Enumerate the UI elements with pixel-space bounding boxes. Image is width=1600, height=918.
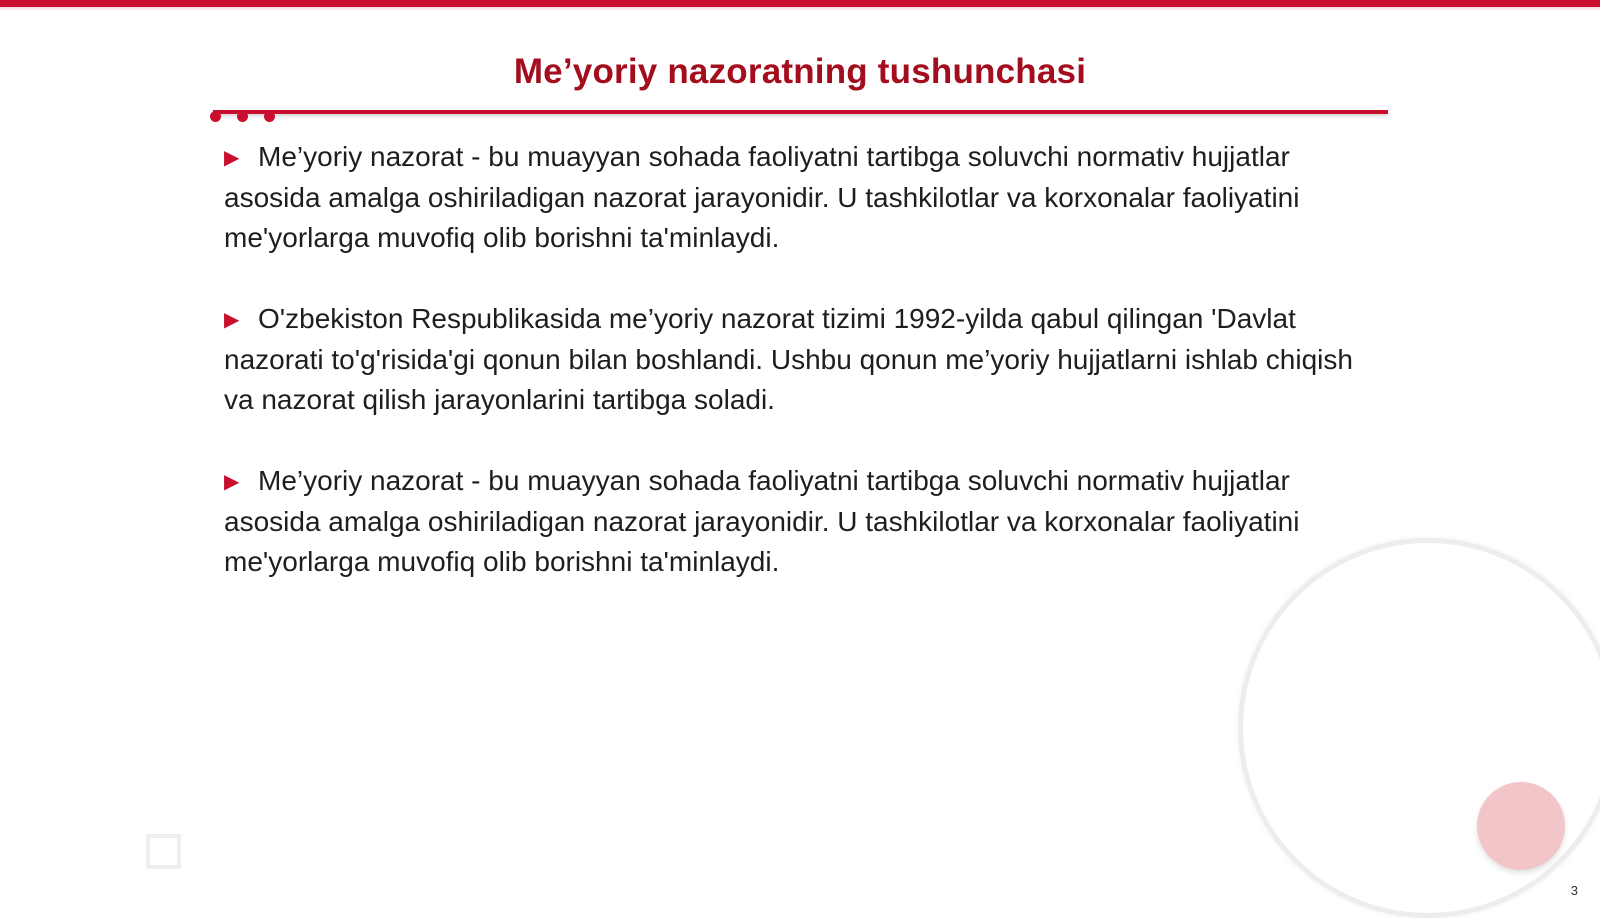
decorative-dot: [210, 111, 221, 122]
bullet-item: [224, 137, 1390, 258]
decorative-square-outline: [146, 834, 181, 869]
bullet-list: [224, 137, 1390, 623]
decorative-dot: [237, 111, 248, 122]
title-underline: [213, 110, 1388, 114]
bullet-item: [224, 299, 1390, 420]
top-accent-bar-shadow: [0, 7, 1600, 11]
bullet-arrow-icon: ▶: [224, 471, 240, 493]
bullet-item: [224, 461, 1390, 582]
bullet-text: Me’yoriy nazorat - bu muayyan sohada faoliyatni tartibga soluvchi normativ hujjatlar asosida amalga oshiriladigan nazorat jarayonidir. U tashkilotlar va korxonalar faoliyatini me'yorlarga muvofiq olib borishni ta'minlaydi.: [224, 465, 1300, 577]
decorative-pink-circle: [1477, 782, 1565, 870]
top-accent-bar: [0, 0, 1600, 7]
bullet-arrow-icon: ▶: [224, 147, 240, 169]
bullet-arrow-icon: ▶: [224, 309, 240, 331]
page-number: 3: [1570, 883, 1578, 898]
bullet-text: O'zbekiston Respublikasida me’yoriy nazorat tizimi 1992-yilda qabul qilingan 'Davlat nazorati to'g'risida'gi qonun bilan boshlandi. Ushbu qonun me’yoriy hujjatlarni ishlab chiqish va nazorat qilish jarayonlarini tartibga soladi.: [224, 303, 1353, 415]
slide-title: Me’yoriy nazoratning tushunchasi: [513, 52, 1087, 91]
decorative-dot: [264, 111, 275, 122]
bullet-text: Me’yoriy nazorat - bu muayyan sohada faoliyatni tartibga soluvchi normativ hujjatlar asosida amalga oshiriladigan nazorat jarayonidir. U tashkilotlar va korxonalar faoliyatini me'yorlarga muvofiq olib borishni ta'minlaydi.: [224, 141, 1300, 253]
